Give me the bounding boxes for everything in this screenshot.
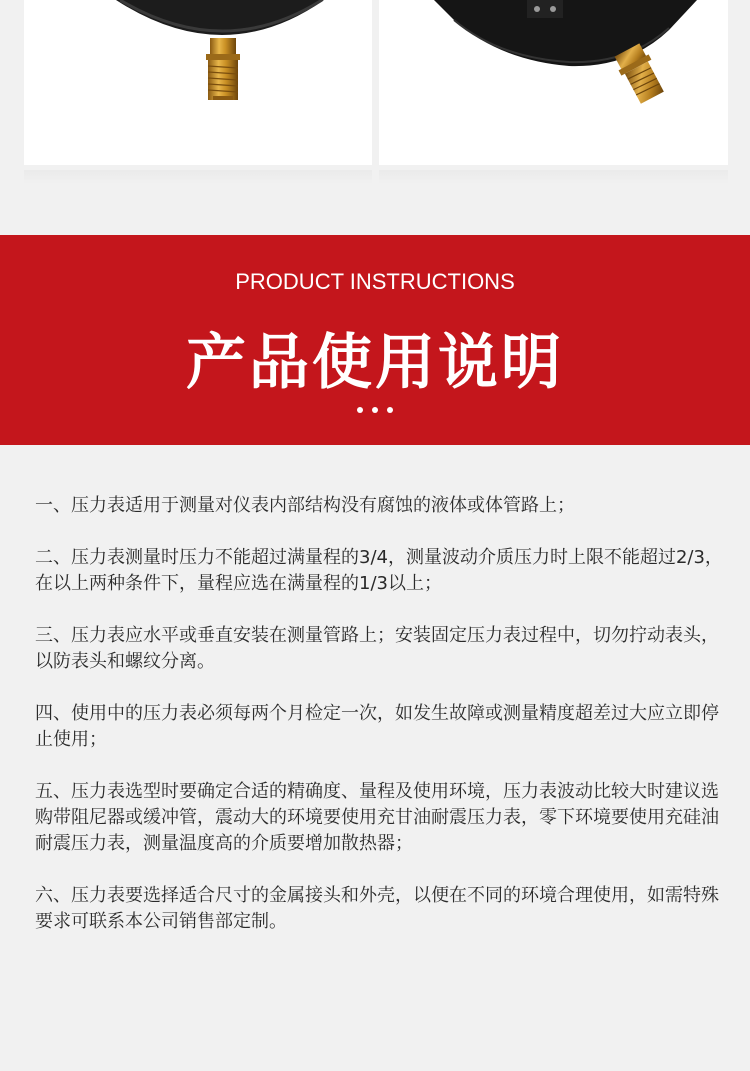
section-banner — [0, 235, 750, 445]
dot-icon — [387, 407, 393, 413]
card-shadow — [379, 170, 728, 184]
instructions-list — [35, 493, 725, 961]
dot-icon — [357, 407, 363, 413]
instruction-item: 三、压力表应水平或垂直安装在测量管路上；安装固定压力表过程中，切勿拧动表头，以防表头和螺纹分离。 — [35, 625, 719, 672]
banner-dots — [0, 407, 750, 413]
instruction-item: 一、压力表适用于测量对仪表内部结构没有腐蚀的液体或体管路上； — [35, 495, 575, 516]
product-photo-side — [379, 0, 728, 165]
pressure-gauge-side-image — [379, 0, 728, 165]
dot-icon — [372, 407, 378, 413]
instruction-item: 五、压力表选型时要确定合适的精确度、量程及使用环境，压力表波动比较大时建议选购带阻尼器或缓冲管，震动大的环境要使用充甘油耐震压力表，零下环境要使用充硅油耐震压力表，测量温度高的介质要增加散热器； — [35, 781, 719, 854]
banner-title: 产品使用说明 — [186, 328, 564, 398]
card-shadow — [24, 170, 372, 184]
product-photo-front — [24, 0, 372, 165]
pressure-gauge-front-image — [24, 0, 372, 165]
instruction-item: 四、使用中的压力表必须每两个月检定一次，如发生故障或测量精度超差过大应立即停止使用； — [35, 703, 719, 750]
banner-subtitle: PRODUCT INSTRUCTIONS — [235, 269, 515, 294]
product-photos — [0, 0, 750, 235]
instruction-item: 二、压力表测量时压力不能超过满量程的3/4，测量波动介质压力时上限不能超过2/3，在以上两种条件下，量程应选在满量程的1/3以上； — [35, 547, 723, 594]
instruction-item: 六、压力表要选择适合尺寸的金属接头和外壳，以便在不同的环境合理使用，如需特殊要求可联系本公司销售部定制。 — [35, 885, 719, 932]
